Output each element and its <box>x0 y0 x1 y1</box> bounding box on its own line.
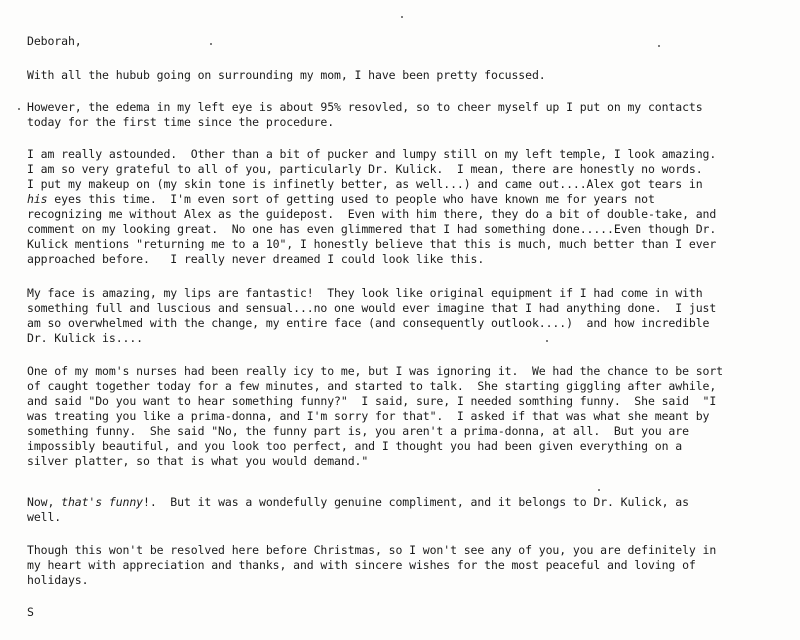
paragraph-3-line-4 <box>27 192 655 206</box>
paragraph-5-line-7: silver platter, so that is what you would demand." <box>27 454 369 468</box>
paragraph-5-line-4: was treating you like a prima-donna, and I'm sorry for that". I asked if that was what she meant by <box>27 409 710 423</box>
paragraph-3-line-2: I am so very grateful to all of you, particularly Dr. Kulick. I mean, there are honestly no words. <box>27 162 703 176</box>
paragraph-7-line-1: Though this won't be resolved here before Christmas, so I won't see any of you, you are definitely in <box>27 543 717 557</box>
paragraph-6-line-1 <box>27 495 689 509</box>
emphasis-thats-funny: that's funny <box>61 495 144 509</box>
paragraph-3-line-1: I am really astounded. Other than a bit of pucker and lumpy still on my left temple, I look amazing. <box>27 147 717 161</box>
emphasis-his: his <box>27 192 48 206</box>
paragraph-6-now: Now, <box>27 495 62 509</box>
scan-speck <box>18 108 20 110</box>
signature: S <box>27 605 34 619</box>
paragraph-5-line-1: One of my mom's nurses had been really icy to me, but I was ignoring it. We had the chance to be sort <box>27 364 724 378</box>
scan-speck <box>658 45 660 47</box>
paragraph-4-line-3: am so overwhelmed with the change, my entire face (and consequently outlook....) and how incredible <box>27 316 710 330</box>
paragraph-3-line-5: recognizing me without Alex as the guidepost. Even with him there, they do a bit of double-take, and <box>27 207 717 221</box>
paragraph-3-line-6: comment on my looking great. No one has even glimmered that I had something done.....Even though Dr. <box>27 222 717 236</box>
paragraph-5-line-5: something funny. She said "No, the funny part is, you aren't a prima-donna, at all. But you are <box>27 424 689 438</box>
paragraph-2-line-1: However, the edema in my left eye is about 95% resovled, so to cheer myself up I put on my contacts <box>27 100 703 114</box>
scan-speck <box>546 340 548 342</box>
paragraph-7-line-3: holidays. <box>27 573 89 587</box>
paragraph-7-line-2: my heart with appreciation and thanks, and with sincere wishes for the most peaceful and loving of <box>27 558 696 572</box>
paragraph-3-line-3: I put my makeup on (my skin tone is infinetly better, as well...) and came out....Alex got tears in <box>27 177 703 191</box>
paragraph-4-line-1: My face is amazing, my lips are fantastic! They look like original equipment if I had come in with <box>27 286 703 300</box>
paragraph-6-line-2: well. <box>27 510 62 524</box>
paragraph-4-line-4: Dr. Kulick is.... <box>27 331 144 345</box>
paragraph-5-line-6: impossibly beautiful, and you look too perfect, and I thought you had been given everything on a <box>27 439 683 453</box>
paragraph-3-line-8: approached before. I really never dreamed I could look like this. <box>27 252 485 266</box>
salutation: Deborah, <box>27 34 82 48</box>
paragraph-1-line-1: With all the hubub going on surrounding my mom, I have been pretty focussed. <box>27 68 546 82</box>
scan-speck <box>401 16 403 18</box>
paragraph-5-line-2: of caught together today for a few minutes, and started to talk. She starting giggling after awhile, <box>27 379 717 393</box>
paragraph-4-line-2: something full and luscious and sensual...no one would ever imagine that I had anything done. I just <box>27 301 717 315</box>
paragraph-3-line-4-rest: eyes this time. I'm even sort of getting used to people who have known me for years not <box>47 192 655 206</box>
paragraph-3-line-7: Kulick mentions "returning me to a 10", I honestly believe that this is much, much better than I ever <box>27 237 717 251</box>
paragraph-6-line-1-rest: !. But it was a wondefully genuine compliment, and it belongs to Dr. Kulick, as <box>143 495 689 509</box>
paragraph-5-line-3: and said "Do you want to hear something funny?" I said, sure, I needed somthing funny. She said "I <box>27 394 717 408</box>
paragraph-2-line-2: today for the first time since the procedure. <box>27 115 335 129</box>
scan-speck <box>598 489 600 491</box>
scan-speck <box>210 43 212 45</box>
